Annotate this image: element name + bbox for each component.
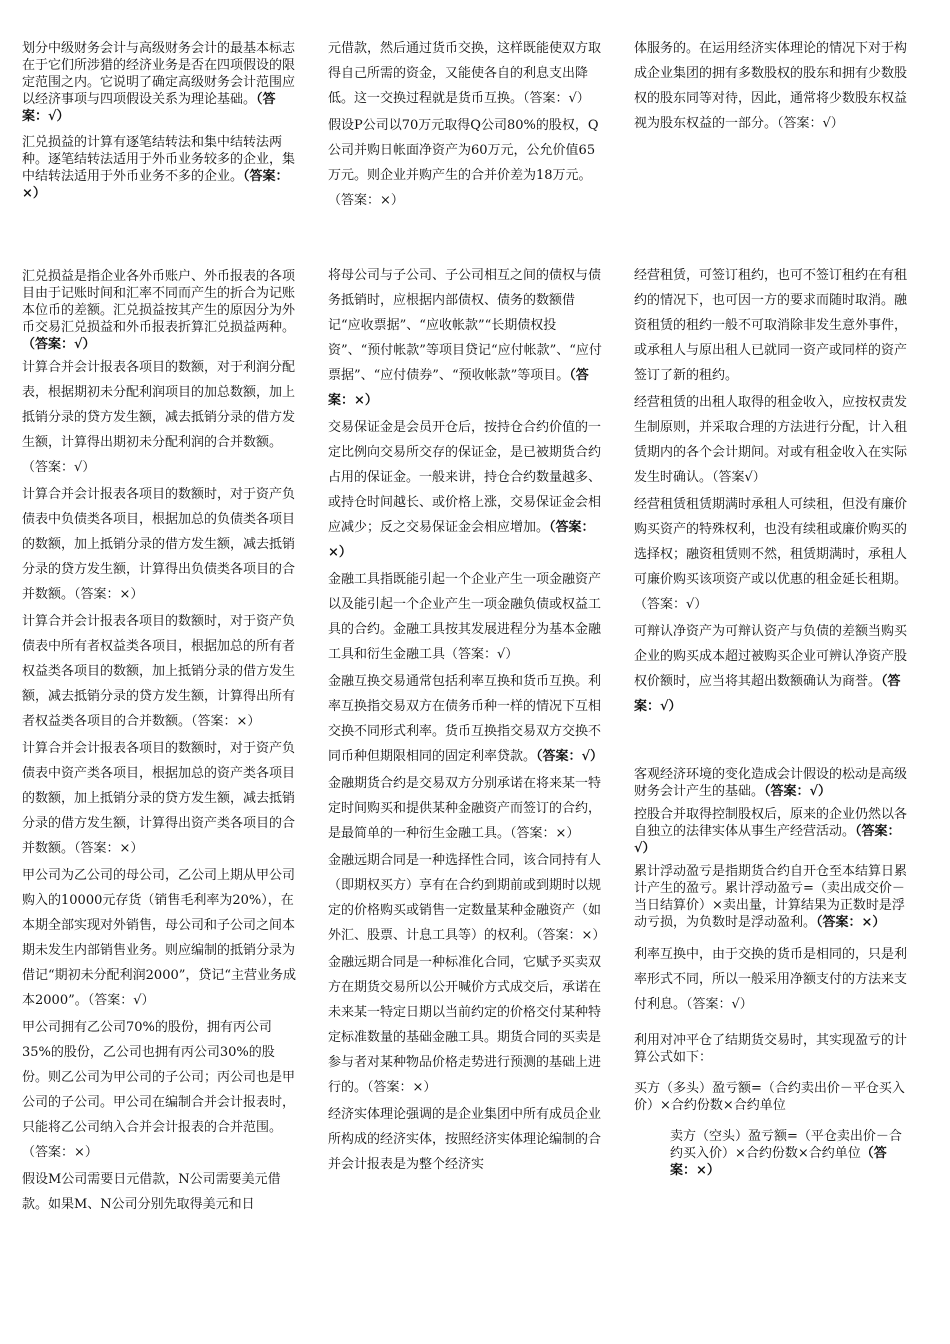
bottom-column-3-swap bbox=[634, 942, 910, 1019]
question-paragraph: 交易保证金是会员开仓后，按持仓合约价值的一定比例向交易所交存的保证金，是已被期货合约占用的保证金。一般来讲，持仓合约数量越多、或持仓时间越长、或价格上涨，交易保证金会相应减少；反之交易保证金会相应增加。（答案：×） bbox=[328, 420, 602, 560]
question-paragraph: 计算合并会计报表各项目的数额时，对于资产负债表中资产类各项目，根据加总的资产类各项目的数额，加上抵销分录的贷方发生额，减去抵销分录的借方发生额，计算得出资产类各项目的合并数额。（答案：×） bbox=[22, 741, 296, 856]
question-paragraph: 计算合并会计报表各项目的数额，对于利润分配表，根据期初未分配利润项目的加总数额，加上抵销分录的贷方发生额，减去抵销分录的借方发生额，计算得出期初未分配利润的合并数额。（答案：√） bbox=[22, 360, 296, 475]
bottom-column-3-top bbox=[634, 263, 910, 721]
buyer-formula: 买方（多头）盈亏额=（合约卖出价－平仓买入价）×合约份数×合约单位 bbox=[634, 1081, 905, 1113]
question-paragraph: 经营租赁的出租人取得的租金收入，应按权责发生制原则，并采取合理的方法进行分配，计入租赁期内的各个会计期间。对或有租金收入在实际发生时确认。（答案√） bbox=[634, 395, 908, 485]
question-paragraph: 体服务的。在运用经济实体理论的情况下对于构成企业集团的拥有多数股权的股东和拥有少数股权的股东同等对待，因此，通常将少数股东权益视为股东权益的一部分。（答案：√） bbox=[634, 41, 908, 131]
question-paragraph: 将母公司与子公司、子公司相互之间的债权与债务抵销时，应根据内部债权、债务的数额借记“应收票据”、“应收帐款”“长期债权投资”、“预付帐款”等项目贷记“应付帐款”、“应付票据”、“应付债券”、“预收帐款”等项目。（答案：×） bbox=[328, 268, 602, 408]
question-paragraph: 甲公司拥有乙公司70%的股份，拥有丙公司35%的股份，乙公司也拥有丙公司30%的股份。则乙公司为甲公司的子公司；丙公司也是甲公司的子公司。甲公司在编制合并会计报表时，只能将乙公司纳入合并会计报表的合并范围。（答案：×） bbox=[22, 1020, 296, 1160]
question-paragraph: 可辩认净资产为可辩认资产与负债的差额当购买企业的购买成本超过被购买企业可辨认净资产股权价额时，应当将其超出数额确认为商誉。（答案：√） bbox=[634, 624, 908, 714]
question-paragraph: 元借款，然后通过货币交换，这样既能使双方取得自己所需的资金，又能使各自的利息支出降低。这一交换过程就是货币互换。（答案：√） bbox=[328, 41, 602, 106]
question-paragraph: 经济实体理论强调的是企业集团中所有成员企业所构成的经济实体，按照经济实体理论编制的合并会计报表是为整个经济实 bbox=[328, 1107, 602, 1172]
question-paragraph: 划分中级财务会计与高级财务会计的最基本标志在于它们所涉猎的经济业务是否在四项假设的限定范围之内。它说明了确定高级财务会计范围应以经济事项与四项假设关系为理论基础。（答案：√） bbox=[22, 41, 296, 124]
question-paragraph: 控股合并取得控制股权后，原来的企业仍然以各自独立的法律实体从事生产经营活动。（答案：√） bbox=[634, 807, 908, 856]
bottom-column-3-middle bbox=[634, 766, 910, 933]
bottom-column-1 bbox=[22, 268, 298, 1219]
question-paragraph: 计算合并会计报表各项目的数额时，对于资产负债表中所有者权益类各项目，根据加总的所有者权益类各项目的数额，加上抵销分录的借方发生额，减去抵销分录的贷方发生额，计算得出所有者权益类各项目的合并数额。（答案：×） bbox=[22, 614, 296, 729]
question-paragraph: 计算合并会计报表各项目的数额时，对于资产负债表中负债类各项目，根据加总的负债类各项目的数额，加上抵销分录的借方发生额，减去抵销分录的贷方发生额，计算得出负债类各项目的合并数额。（答案：×） bbox=[22, 487, 296, 602]
bottom-column-3-formula bbox=[634, 1032, 910, 1188]
question-paragraph: 金融期货合约是交易双方分别承诺在将来某一特定时间购买和提供某种金融资产而签订的合约，是最简单的一种衍生金融工具。（答案：×） bbox=[328, 776, 602, 841]
formula-intro: 利用对冲平仓了结期货交易时，其实现盈亏的计算公式如下： bbox=[634, 1033, 908, 1065]
question-paragraph: 汇兑损益是指企业各外币账户、外币报表的各项目由于记账时间和汇率不同而产生的折合为记账本位币的差额。汇兑损益按其产生的原因分为外币交易汇兑损益和外币报表折算汇兑损益两种。（答案：√） bbox=[22, 269, 296, 352]
question-paragraph: 经营租赁，可签订租约，也可不签订租约在有租约的情况下，也可因一方的要求而随时取消。融资租赁的租约一般不可取消除非发生意外事件，或承租人与原出租人已就同一资产或同样的资产签订了新的租约。 bbox=[634, 268, 908, 383]
question-paragraph: 金融工具指既能引起一个企业产生一项金融资产以及能引起一个企业产生一项金融负债或权益工具的合约。金融工具按其发展进程分为基本金融工具和衍生金融工具（答案：√） bbox=[328, 572, 602, 662]
question-paragraph: 甲公司为乙公司的母公司，乙公司上期从甲公司购入的10000元存货（销售毛利率为20%），在本期全部实现对外销售，母公司和子公司之间本期未发生内部销售业务。则应编制的抵销分录为借记“期初未分配利润2000”，贷记“主营业务成本2000”。（答案：√） bbox=[22, 868, 297, 1008]
question-paragraph: 利率互换中，由于交换的货币是相同的，只是利率形式不同，所以一般采用净额支付的方法来支付利息。（答案：√） bbox=[634, 947, 908, 1012]
question-paragraph: 金融远期合同是一种选择性合同，该合同持有人（即期权买方）享有在合约到期前或到期时以规定的价格购买或销售一定数量某种金融资产（如外汇、股票、计息工具等）的权利。（答案：×） bbox=[328, 853, 606, 943]
question-paragraph: 假设M公司需要日元借款，N公司需要美元借款。如果M、N公司分别先取得美元和日 bbox=[22, 1172, 281, 1212]
question-paragraph: 经营租赁租赁期满时承租人可续租，但没有廉价购买资产的特殊权利，也没有续租或廉价购买的选择权；融资租赁则不然，租赁期满时，承租人可廉价购买该项资产或以优惠的租金延长租期。（答案：√） bbox=[634, 497, 908, 612]
question-paragraph: 金融互换交易通常包括利率互换和货币互换。利率互换指交易双方在债务币种一样的情况下互相交换不同形式利率。货币互换指交易双方交换不同币种但期限相同的固定利率贷款。（答案：√） bbox=[328, 674, 604, 764]
top-column-3 bbox=[634, 36, 910, 138]
question-paragraph: 金融远期合同是一种标准化合同，它赋予买卖双方在期货交易所以公开喊价方式成交后，承诺在未来某一特定日期以当前约定的价格交付某种特定标准数量的基础金融工具。期货合同的买卖是参与者对某种物品价格走势进行预测的基础上进行的。（答案：×） bbox=[328, 955, 602, 1095]
question-paragraph: 累计浮动盈亏是指期货合约自开仓至本结算日累计产生的盈亏。累计浮动盈亏=（卖出成交价－当日结算价）×卖出量，计算结果为正数时是浮动亏损，为负数时是浮动盈利。（答案：×） bbox=[634, 864, 908, 930]
seller-formula: 卖方（空头）盈亏额=（平仓卖出价－合约买入价）×合约份数×合约单位（答案：×） bbox=[670, 1129, 902, 1178]
bottom-column-2 bbox=[328, 263, 604, 1179]
question-paragraph: 汇兑损益的计算有逐笔结转法和集中结转法两种。逐笔结转法适用于外币业务较多的企业，集中结转法适用于外币业务不多的企业。（答案：×） bbox=[22, 135, 296, 201]
top-column-1 bbox=[22, 40, 298, 211]
question-paragraph: 假设P公司以70万元取得Q公司80%的股权，Q公司并购日帐面净资产为60万元，公允价值65万元。则企业并购产生的合并价差为18万元。（答案：×） bbox=[328, 118, 599, 208]
top-column-2 bbox=[328, 36, 604, 215]
question-paragraph: 客观经济环境的变化造成会计假设的松动是高级财务会计产生的基础。（答案：√） bbox=[634, 767, 908, 799]
